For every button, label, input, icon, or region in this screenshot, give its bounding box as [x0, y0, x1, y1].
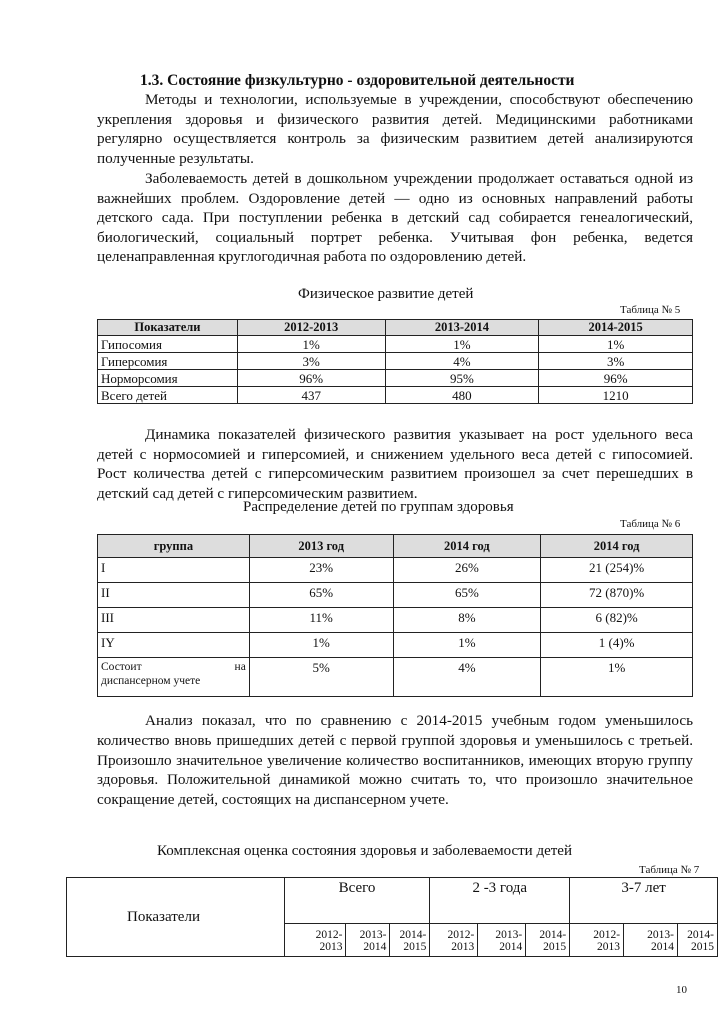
- table-cell: 1 (4)%: [541, 633, 693, 658]
- column-header: группа: [98, 535, 250, 558]
- table-cell: 96%: [237, 370, 385, 387]
- year-end: 2013: [319, 941, 343, 953]
- year-end: 2013: [451, 941, 475, 953]
- year-header: [284, 924, 346, 957]
- year-start: 2012-: [447, 929, 475, 941]
- table-cell: 1%: [249, 633, 393, 658]
- table-header-row: [67, 878, 718, 924]
- year-header: [430, 924, 478, 957]
- column-header: 2012-2013: [237, 320, 385, 336]
- column-header: 2014 год: [393, 535, 541, 558]
- table-row: [98, 608, 693, 633]
- table-header-row: [98, 320, 693, 336]
- paragraph-analysis-text: Анализ показал, что по сравнению с 2014-2015 учебным годом уменьшилось количество вновь пришедших детей с первой группой здоровья и уменьшилось с третьей. Произошло значительное увеличение количество воспитанников, имеющих вторую группу здоровья. Положительной динамикой можно считать то, что произошло значительное сокращение детей, состоящих на диспансерном учете.: [97, 712, 693, 809]
- group-header-total: Всего: [284, 878, 430, 924]
- year-start: 2013-: [359, 929, 387, 941]
- year-start: 2014-: [687, 929, 714, 941]
- row-label: Гиперсомия: [98, 353, 238, 370]
- section-heading: 1.3. Состояние физкультурно - оздоровительной деятельности: [140, 72, 575, 89]
- table-cell: 4%: [385, 353, 539, 370]
- table-cell: 1%: [539, 336, 693, 353]
- table-cell: 26%: [393, 558, 541, 583]
- paragraph-dynamics-text: Динамика показателей физического развития указывает на рост удельного веса детей с нормосомией и гиперсомией, и снижением удельного веса детей с гипосомией. Рост количества детей с гиперсомическим развитием произошел за счет перешедших в детский сад детей с гиперсомическим развитием.: [97, 426, 693, 502]
- table-cell: 96%: [539, 370, 693, 387]
- paragraph-methods-text: Методы и технологии, используемые в учреждении, способствуют обеспечению укрепления здоровья и физического развития детей. Медицинскими работниками регулярно осуществляется контроль за физическим развитием детей анализируются полученные результаты.: [97, 91, 693, 167]
- table5-number: Таблица № 5: [620, 304, 681, 316]
- row-label: I: [98, 558, 250, 583]
- table-cell: 4%: [393, 658, 541, 697]
- paragraph-morbidity-text: Заболеваемость детей в дошкольном учреждении продолжает оставаться одной из важнейших проблем. Оздоровление детей — одно из основных направлений работы детского сада. При поступлении ребенка в детский сад собирается генеалогический, биологический, социальный портрет ребенка. Учитывая фон ребенка, ведется целенаправленная круглогодичная работа по оздоровлению детей.: [97, 170, 693, 266]
- table-cell: 65%: [393, 583, 541, 608]
- column-header: 2014 год: [541, 535, 693, 558]
- year-start: 2014-: [539, 929, 567, 941]
- table-cell: 1%: [541, 658, 693, 697]
- row-label: Гипосомия: [98, 336, 238, 353]
- table-row: [98, 583, 693, 608]
- row-label: Норморсомия: [98, 370, 238, 387]
- year-end: 2015: [543, 941, 567, 953]
- year-end: 2014: [499, 941, 523, 953]
- year-start: 2013-: [495, 929, 523, 941]
- table-cell: 6 (82)%: [541, 608, 693, 633]
- year-header: [478, 924, 526, 957]
- table-row: [98, 387, 693, 404]
- table-cell: 480: [385, 387, 539, 404]
- health-groups-table: [97, 534, 693, 697]
- year-start: 2012-: [593, 929, 621, 941]
- row-label-part: диспансерном учете: [101, 675, 201, 687]
- table-cell: 3%: [237, 353, 385, 370]
- table-cell: 95%: [385, 370, 539, 387]
- year-header: [390, 924, 430, 957]
- table-row: [98, 558, 693, 583]
- group-header-3-7: 3-7 лет: [570, 878, 718, 924]
- paragraph-methods: [97, 90, 693, 168]
- paragraph-morbidity: [97, 169, 693, 267]
- table5-caption: Физическое развитие детей: [298, 286, 474, 302]
- table-cell: 8%: [393, 608, 541, 633]
- table6-number: Таблица № 6: [620, 518, 681, 530]
- year-header: [677, 924, 717, 957]
- paragraph-dynamics: [97, 425, 693, 503]
- table-cell: 21 (254)%: [541, 558, 693, 583]
- year-start: 2012-: [315, 929, 343, 941]
- physical-development-table: [97, 319, 693, 404]
- table6-caption: Распределение детей по группам здоровья: [243, 499, 514, 515]
- row-label: [98, 658, 250, 697]
- table-cell: 1%: [237, 336, 385, 353]
- table-cell: 5%: [249, 658, 393, 697]
- table-cell: 11%: [249, 608, 393, 633]
- column-header: Показатели: [98, 320, 238, 336]
- table-cell: 1%: [385, 336, 539, 353]
- table-row: [98, 370, 693, 387]
- row-label: III: [98, 608, 250, 633]
- year-header: [570, 924, 624, 957]
- year-start: 2014-: [399, 929, 427, 941]
- paragraph-analysis: [97, 711, 693, 810]
- row-label: Всего детей: [98, 387, 238, 404]
- column-header: 2013 год: [249, 535, 393, 558]
- table-cell: 1210: [539, 387, 693, 404]
- table-row: [98, 336, 693, 353]
- year-end: 2014: [650, 941, 674, 953]
- table-cell: 3%: [539, 353, 693, 370]
- year-header: [346, 924, 390, 957]
- table-cell: 23%: [249, 558, 393, 583]
- year-header: [526, 924, 570, 957]
- table-cell: 65%: [249, 583, 393, 608]
- table-header-row: [98, 535, 693, 558]
- table-row: [98, 353, 693, 370]
- row-label-part: на: [234, 661, 246, 673]
- row-header: Показатели: [67, 878, 285, 957]
- group-header-2-3: 2 -3 года: [430, 878, 570, 924]
- column-header: 2014-2015: [539, 320, 693, 336]
- year-header: [624, 924, 678, 957]
- table-cell: 1%: [393, 633, 541, 658]
- year-start: 2013-: [647, 929, 674, 941]
- table-row-dispensary: [98, 658, 693, 697]
- row-label-part: Состоит: [101, 661, 142, 673]
- table-row: [98, 633, 693, 658]
- table-cell: 437: [237, 387, 385, 404]
- health-assessment-table: [66, 877, 718, 957]
- table-cell: 72 (870)%: [541, 583, 693, 608]
- page-number: 10: [676, 984, 687, 996]
- table7-caption: Комплексная оценка состояния здоровья и заболеваемости детей: [157, 843, 572, 859]
- row-label: II: [98, 583, 250, 608]
- table7-number: Таблица № 7: [639, 864, 700, 876]
- row-label: IY: [98, 633, 250, 658]
- year-end: 2014: [363, 941, 387, 953]
- year-end: 2013: [597, 941, 621, 953]
- column-header: 2013-2014: [385, 320, 539, 336]
- year-end: 2015: [403, 941, 427, 953]
- year-end: 2015: [691, 941, 714, 953]
